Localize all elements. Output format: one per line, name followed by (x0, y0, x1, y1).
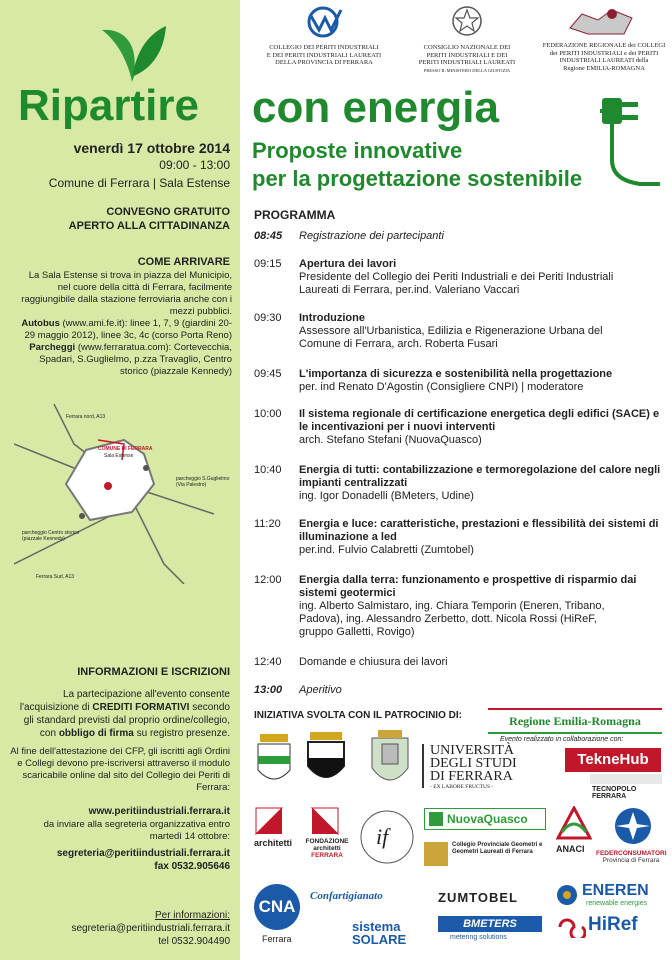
hiref-logo: HiRef (588, 914, 638, 935)
ferrara-city-crest-icon (304, 730, 348, 790)
confartigianato-logo: Confartigianato (310, 890, 383, 902)
cna-city: Ferrara (262, 934, 292, 944)
info-email2-link[interactable]: segreteria@peritiindustriali.ferrara.it (71, 923, 230, 934)
program-item: 09:15 Apertura dei lavori Presidente del Collegio dei Periti Industriali e dei Periti Industriali Laureati di Ferrara, per.ind. Valeriano Vaccari (254, 258, 614, 296)
program-item: 09:30 Introduzione Assessore all'Urbanistica, Edilizia e Rigenerazione Urbana del Comune di Ferrara, arch. Roberta Fusari (254, 312, 603, 350)
unife-logo-text: UNIVERSITÀ DEGLI STUDI DI FERRARA - EX LABORE FRUCTUS - (430, 743, 517, 790)
geometri-logo-icon (424, 842, 448, 866)
bmeters-sub: metering solutions (450, 934, 507, 941)
collab-label: Evento realizzato in collaborazione con: (500, 736, 624, 743)
program-item: 10:00 Il sistema regionale di certificazione energetica degli edifici (SACE) e le incentivazioni per i nuovi interventi arch. Stefano Stefani (NuovaQuasco) (254, 408, 660, 446)
subtitle-line2: per la progettazione sostenibile (252, 166, 583, 191)
programma-title: PROGRAMMA (254, 208, 336, 222)
federconsumatori-logo-icon (612, 806, 654, 846)
free-event-line1: CONVEGNO GRATUITO (106, 206, 230, 218)
info-fax: fax 0532.905646 (154, 861, 230, 872)
unife-divider (422, 744, 424, 788)
cna-logo: CNA (254, 884, 300, 930)
map-park1-label: parcheggio S.Guglielmo (Via Palestro) (176, 476, 230, 488)
map-park2-label: parcheggio Centro storico (piazzale Kennedy) (22, 530, 80, 542)
nuovaquasco-logo: NuovaQuasco (424, 808, 546, 830)
info-title: INFORMAZIONI E ISCRIZIONI (77, 666, 230, 678)
teknehub-logo: TekneHub (565, 748, 661, 772)
tecnopolo-label: TECNOPOLO FERRARA (592, 786, 637, 800)
eneren-logo: ENEREN (582, 882, 649, 899)
title-word2: con energia (252, 83, 499, 132)
title-word1: Ripartire (18, 81, 199, 130)
consiglio-logo-text: CONSIGLIO NAZIONALE DEI PERITI INDUSTRIALI E DEI PERITI INDUSTRIALI LAUREATI PRESSO IL MINISTERO DELLA GIUSTIZIA (418, 44, 516, 73)
event-date: venerdì 17 ottobre 2014 (73, 140, 230, 156)
event-place: Comune di Ferrara | Sala Estense (48, 176, 230, 190)
svg-text:if: if (376, 824, 389, 849)
directions-title: COME ARRIVARE (137, 256, 230, 268)
program-item: 09:45 L'importanza di sicurezza e sostenibilità nella progettazione per. ind Renato D'Agostin (Consigliere CNPI) | moderatore (254, 368, 613, 393)
program-item: 12:00 Energia dalla terra: funzionamento e prospettive di risparmio dai sistemi geotermici ing. Alberto Salmistaro, ing. Chiara Temporin (Eneren, Tribano, Padova), ing. Alessandro Zerbetto, dott. Nicola Rossi (HiReF, gruppo Galletti, Rovigo) (254, 574, 637, 638)
bmeters-logo: BMETERS (438, 916, 542, 932)
federazione-logo-icon (568, 4, 634, 38)
map-north-label: Ferrara nord, A13 (66, 414, 106, 420)
program-item: 10:40 Energia di tutti: contabilizzazione e termoregolazione del calore negli impianti centralizzati ing. Igor Donadelli (BMeters, Udine) (254, 464, 661, 502)
info-more: Per informazioni: (154, 910, 230, 921)
architetti-logo-icon (254, 806, 284, 836)
ordine-ingegneri-logo-icon (356, 808, 418, 866)
map-sala-label: Sala Estense (104, 453, 134, 459)
architetti-label: architetti (254, 838, 293, 848)
map-south-label: Ferrara Sud, A13 (36, 574, 75, 580)
sistemasolare-logo: sistema SOLARE (352, 919, 407, 947)
fondazione-label: FONDAZIONE architetti FERRARA (305, 838, 349, 859)
hiref-logo-icon (556, 916, 586, 938)
collegio-logo-text: COLLEGIO DEI PERITI INDUSTRIALI E DEI PERITI INDUSTRIALI LAUREATI DELLA PROVINCIA DI FERRARA (266, 44, 382, 66)
info-preregister: Al fine dell'attestazione dei CFP, gli iscritti agli Ordini e Collegi devono pre-iscriversi attraverso il modulo scaricabile online dal sito del Collegio dei Periti di Ferrara: (10, 746, 230, 793)
federazione-logo-text: FEDERAZIONE REGIONALE dei COLLEGI dei PERITI INDUSTRIALI e dei PERITI INDUSTRIALI LAUREATI della Regione EMILIA-ROMAGNA (542, 42, 666, 72)
map (14, 404, 234, 584)
anaci-label: ANACI (556, 844, 585, 854)
fondazione-logo-icon (310, 806, 340, 836)
unife-crest-icon (364, 728, 416, 794)
plug-icon (600, 90, 660, 190)
directions-text: La Sala Estense si trova in piazza del Municipio, nel cuore della città di Ferrara, facilmente raggiungibile dalla stazione ferroviaria anche con i mezzi pubblici. Autobus (www.ami.fe.it): linee 1, 7, 9 (giardini 20-29 maggio 2012), linee 3c, 4c (corso Porta Reno) Parcheggi (www.ferraratua.com): Cortevecchia, Spadari, S.Guglielmo, p.zza Travaglio, Centro storico (piazzale Kennedy) (21, 270, 232, 377)
free-event-line2: APERTO ALLA CITTADINANZA (68, 220, 230, 232)
teknehub-bar (590, 774, 662, 784)
anaci-logo-icon (556, 806, 592, 840)
zumtobel-logo: ZUMTOBEL (438, 890, 518, 905)
event-time: 09:00 - 13:00 (159, 158, 230, 172)
confartigianato-spacer (344, 916, 348, 920)
eneren-sub: renewable energies (586, 900, 648, 907)
republic-emblem-icon (450, 4, 484, 40)
eneren-logo-icon (556, 884, 578, 906)
federconsumatori-label: FEDERCONSUMATORI Provincia di Ferrara (596, 850, 667, 864)
info-email-link[interactable]: segreteria@peritiindustriali.ferrara.it (56, 848, 230, 859)
collegio-logo-icon (305, 4, 345, 38)
leaf-icon (98, 22, 168, 84)
info-send: da inviare alla segreteria organizzativa entro martedì 14 ottobre: (43, 819, 230, 842)
regione-logo: Regione Emilia-Romagna (488, 708, 662, 734)
program-item: 11:20 Energia e luce: caratteristiche, prestazioni e flessibilità dei sistemi di illuminazione a led per.ind. Fulvio Calabretti (Zumtobel) (254, 518, 659, 556)
info-site-link[interactable]: www.peritiindustriali.ferrara.it (88, 806, 230, 817)
patrocinio-title: INIZIATIVA SVOLTA CON IL PATROCINIO DI: (254, 710, 462, 721)
map-comune-label: COMUNE DI FERRARA (98, 446, 153, 452)
ferrara-province-crest-icon (254, 730, 294, 792)
info-tel: tel 0532.904490 (158, 936, 230, 947)
subtitle-line1: Proposte innovative (252, 138, 463, 163)
info-credits: La partecipazione all'evento consente l'acquisizione di CREDITI FORMATIVI secondo gli standard previsti dal proprio ordine/collegio, con obbligo di firma su registro presenze. (19, 689, 230, 739)
geometri-label: Collegio Provinciale Geometri e Geometri Laureati di Ferrara (452, 842, 543, 855)
